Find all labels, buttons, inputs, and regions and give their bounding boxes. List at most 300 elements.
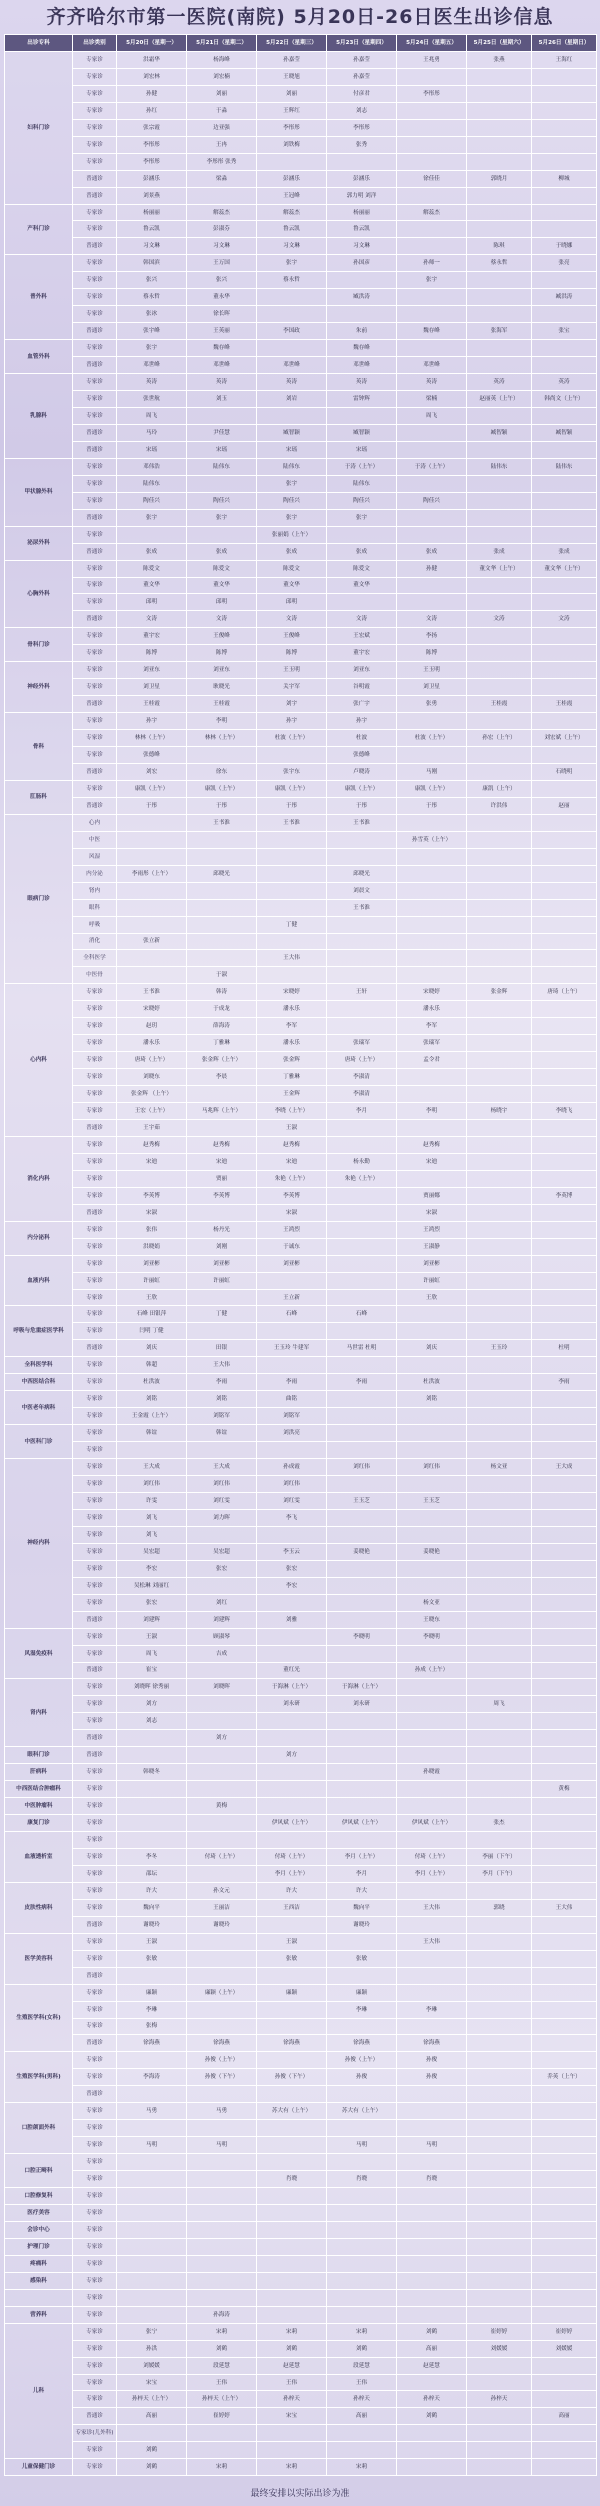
doctor-cell [467, 1052, 532, 1069]
doctor-cell [467, 1933, 532, 1950]
doctor-cell: 张宇 [117, 509, 187, 526]
department-name: 会诊中心 [5, 2221, 73, 2238]
doctor-cell: 彭涵乐 [257, 170, 327, 187]
doctor-cell: 宋莉 [187, 2459, 257, 2476]
department-name: 神经内科 [5, 1459, 73, 1629]
visit-type: 专家诊 [73, 1052, 117, 1069]
doctor-cell [257, 2154, 327, 2171]
schedule-row [5, 1306, 597, 1323]
schedule-row [5, 1509, 597, 1526]
schedule-row [5, 1560, 597, 1577]
doctor-cell [467, 1492, 532, 1509]
doctor-cell [467, 1204, 532, 1221]
doctor-cell [532, 2221, 597, 2238]
doctor-cell [327, 933, 397, 950]
doctor-cell: 王冠峰 [257, 187, 327, 204]
visit-type: 专家诊 [73, 1645, 117, 1662]
visit-type: 专家诊 [73, 1255, 117, 1272]
department-name: 中医科门诊 [5, 1425, 73, 1459]
doctor-cell [532, 1679, 597, 1696]
doctor-cell: 张敏 [257, 1950, 327, 1967]
doctor-cell [467, 2272, 532, 2289]
doctor-cell [467, 441, 532, 458]
doctor-cell: 郭力明 刘洋 [327, 187, 397, 204]
doctor-cell: 李宏 [117, 1560, 187, 1577]
doctor-cell: 邓世峰 [397, 357, 467, 374]
doctor-cell [187, 2120, 257, 2137]
department-name: 肝病科 [5, 1764, 73, 1781]
doctor-cell: 王万国 [187, 255, 257, 272]
doctor-cell: 王宏（上午） [117, 1103, 187, 1120]
doctor-cell: 刘鹤 [397, 2323, 467, 2340]
schedule-row [5, 933, 597, 950]
doctor-cell: 王兆勇 [397, 51, 467, 68]
doctor-cell [187, 1781, 257, 1798]
department-name: 骨科 [5, 713, 73, 781]
doctor-cell [532, 1120, 597, 1137]
doctor-cell [532, 1001, 597, 1018]
visit-type: 专家诊 [73, 1357, 117, 1374]
doctor-cell: 彭淑芬 [187, 221, 257, 238]
doctor-cell: 于彤 [187, 797, 257, 814]
doctor-cell: 王玉芝 [397, 1492, 467, 1509]
doctor-cell [117, 2255, 187, 2272]
visit-type: 专家诊 [73, 1238, 117, 1255]
doctor-cell [467, 2120, 532, 2137]
doctor-cell [532, 577, 597, 594]
doctor-cell [532, 1560, 597, 1577]
doctor-cell [257, 2001, 327, 2018]
doctor-cell: 刘力晖 [187, 1509, 257, 1526]
visit-type: 中医骨 [73, 967, 117, 984]
doctor-cell [397, 933, 467, 950]
doctor-cell: 郭晓月 [467, 170, 532, 187]
doctor-cell: 张瑞军 [327, 1035, 397, 1052]
department-name: 呼吸与危重症医学科 [5, 1306, 73, 1357]
doctor-cell [467, 357, 532, 374]
doctor-cell [467, 2442, 532, 2459]
doctor-cell [187, 1865, 257, 1882]
schedule-row [5, 272, 597, 289]
visit-type: 专家诊 [73, 1272, 117, 1289]
doctor-cell: 陆伟东 [187, 458, 257, 475]
doctor-cell [467, 1967, 532, 1984]
doctor-cell: 李雨 [257, 1374, 327, 1391]
doctor-cell: 韩谊 [117, 1425, 187, 1442]
schedule-row [5, 679, 597, 696]
doctor-cell [532, 950, 597, 967]
doctor-cell [327, 1408, 397, 1425]
doctor-cell: 刘雅 [257, 1611, 327, 1628]
doctor-cell: 宋迪 [257, 1153, 327, 1170]
doctor-cell [467, 1170, 532, 1187]
visit-type: 专家诊 [73, 2272, 117, 2289]
schedule-row [5, 1967, 597, 1984]
visit-type: 专家诊 [73, 2120, 117, 2137]
doctor-cell [257, 747, 327, 764]
doctor-cell [257, 2306, 327, 2323]
doctor-cell [532, 1916, 597, 1933]
schedule-row [5, 2272, 597, 2289]
doctor-cell [467, 340, 532, 357]
doctor-cell: 赵延慧 [397, 2357, 467, 2374]
schedule-row [5, 136, 597, 153]
schedule-row [5, 2442, 597, 2459]
doctor-cell [397, 2238, 467, 2255]
doctor-cell: 康凯（上午） [327, 780, 397, 797]
doctor-cell [187, 2188, 257, 2205]
schedule-row [5, 2306, 597, 2323]
doctor-cell: 孙俊 [397, 2052, 467, 2069]
schedule-row [5, 1933, 597, 1950]
doctor-cell: 于海淋（上午） [257, 1679, 327, 1696]
visit-type: 专家诊 [73, 255, 117, 272]
doctor-cell: 崔宝 [117, 1662, 187, 1679]
doctor-cell [467, 2188, 532, 2205]
doctor-cell: 朱艳（上午） [327, 1170, 397, 1187]
visit-type: 消化 [73, 933, 117, 950]
doctor-cell: 宋莉 [327, 2323, 397, 2340]
visit-type: 专家诊 [73, 1543, 117, 1560]
doctor-cell: 许丽虹 [187, 1272, 257, 1289]
doctor-cell [397, 68, 467, 85]
doctor-cell: 刘晓晖 [187, 1679, 257, 1696]
doctor-cell: 赵玥 [117, 1018, 187, 1035]
doctor-cell [117, 1747, 187, 1764]
visit-type: 专家诊 [73, 1153, 117, 1170]
doctor-cell [532, 340, 597, 357]
doctor-cell [467, 1136, 532, 1153]
doctor-cell: 陈博 [187, 645, 257, 662]
visit-type: 专家诊 [73, 1899, 117, 1916]
doctor-cell: 蔡永哲 [467, 255, 532, 272]
doctor-cell [532, 1357, 597, 1374]
department-name: 皮肤性病科 [5, 1882, 73, 1933]
visit-type: 专家诊 [73, 2306, 117, 2323]
doctor-cell [532, 2086, 597, 2103]
doctor-cell [532, 1577, 597, 1594]
doctor-cell: 刘卫星 [397, 679, 467, 696]
doctor-cell [532, 1289, 597, 1306]
doctor-cell [397, 594, 467, 611]
schedule-row [5, 1187, 597, 1204]
doctor-cell: 王淑 [257, 1120, 327, 1137]
doctor-cell: 马世雷 杜明 [327, 1340, 397, 1357]
doctor-cell: 刘亚彬 [117, 1255, 187, 1272]
doctor-cell: 王伟 [327, 2374, 397, 2391]
doctor-cell: 孙雪英（上午） [397, 831, 467, 848]
doctor-cell: 崔婷婷 [187, 2408, 257, 2425]
doctor-cell: 王英丽 [187, 323, 257, 340]
doctor-cell [187, 950, 257, 967]
doctor-cell: 柳城 [532, 170, 597, 187]
visit-type: 专家诊 [73, 2018, 117, 2035]
visit-type: 普通诊 [73, 2035, 117, 2052]
doctor-cell: 邱明 [187, 594, 257, 611]
doctor-cell: 张金辉（上午） [187, 1052, 257, 1069]
schedule-row [5, 1120, 597, 1137]
visit-type: 专家诊 [73, 1170, 117, 1187]
visit-type: 专家诊 [73, 2188, 117, 2205]
doctor-cell: 刘红 [187, 1594, 257, 1611]
doctor-cell [397, 713, 467, 730]
doctor-cell: 李彤彤 [397, 85, 467, 102]
doctor-cell: 康凯（上午） [397, 780, 467, 797]
schedule-row [5, 475, 597, 492]
doctor-cell [532, 85, 597, 102]
doctor-cell: 王辉红 [257, 102, 327, 119]
doctor-cell [467, 1306, 532, 1323]
doctor-cell [532, 2357, 597, 2374]
doctor-cell [467, 272, 532, 289]
doctor-cell: 杨文亚 [467, 1459, 532, 1476]
doctor-cell [187, 2154, 257, 2171]
doctor-cell [532, 1170, 597, 1187]
department-name: 中医老年病科 [5, 1391, 73, 1425]
doctor-cell: 潘永乐 [257, 1035, 327, 1052]
doctor-cell [532, 102, 597, 119]
doctor-cell [327, 1136, 397, 1153]
col-header-department: 出诊专科 [5, 35, 73, 52]
doctor-cell [532, 204, 597, 221]
doctor-cell [467, 102, 532, 119]
doctor-cell [187, 2001, 257, 2018]
visit-type: 普通诊 [73, 1662, 117, 1679]
schedule-row [5, 2018, 597, 2035]
schedule-row [5, 1425, 597, 1442]
doctor-cell [532, 1662, 597, 1679]
doctor-cell: 张兴 [117, 272, 187, 289]
schedule-row [5, 2323, 597, 2340]
doctor-cell: 马刚 [397, 763, 467, 780]
department-name: 骨科门诊 [5, 628, 73, 662]
schedule-row [5, 492, 597, 509]
doctor-cell: 陈博 [257, 645, 327, 662]
doctor-cell [467, 1357, 532, 1374]
visit-type: 专家诊 [73, 306, 117, 323]
doctor-cell: 曲铭 [257, 1391, 327, 1408]
doctor-cell [467, 1153, 532, 1170]
doctor-cell [532, 1543, 597, 1560]
doctor-cell [257, 831, 327, 848]
doctor-cell: 刘宏斌（上午） [532, 730, 597, 747]
doctor-cell [467, 1594, 532, 1611]
doctor-cell [257, 2425, 327, 2442]
doctor-cell [532, 1611, 597, 1628]
doctor-cell: 李英博 [187, 1187, 257, 1204]
schedule-row [5, 187, 597, 204]
schedule-row [5, 1459, 597, 1476]
doctor-cell: 梁楠 [397, 391, 467, 408]
doctor-cell [532, 492, 597, 509]
doctor-cell [397, 577, 467, 594]
doctor-cell [532, 1730, 597, 1747]
doctor-cell: 于彤 [117, 797, 187, 814]
doctor-cell: 王伟 [187, 2374, 257, 2391]
doctor-cell [117, 848, 187, 865]
doctor-cell: 张成 [187, 543, 257, 560]
doctor-cell [187, 1815, 257, 1832]
doctor-cell: 张秀 [327, 136, 397, 153]
doctor-cell: 孙宏（上午） [467, 730, 532, 747]
doctor-cell [257, 1272, 327, 1289]
doctor-cell [532, 1815, 597, 1832]
doctor-cell: 陈爱文 [327, 560, 397, 577]
doctor-cell [467, 1543, 532, 1560]
doctor-cell [257, 2120, 327, 2137]
schedule-row [5, 1865, 597, 1882]
doctor-cell: 李彤彤 张秀 [187, 153, 257, 170]
doctor-cell [532, 899, 597, 916]
schedule-row [5, 68, 597, 85]
doctor-cell: 张宇 [187, 509, 257, 526]
doctor-cell: 张宏 [187, 1560, 257, 1577]
doctor-cell [532, 1153, 597, 1170]
doctor-cell: 习文琳 [187, 238, 257, 255]
doctor-cell: 廉颖 [327, 1984, 397, 2001]
doctor-cell [397, 441, 467, 458]
visit-type: 专家诊 [73, 1764, 117, 1781]
doctor-cell: 陈博 [117, 645, 187, 662]
visit-type: 全科医学 [73, 950, 117, 967]
doctor-cell [397, 899, 467, 916]
doctor-cell [467, 1391, 532, 1408]
visit-type: 普通诊 [73, 509, 117, 526]
doctor-cell [327, 2221, 397, 2238]
visit-type: 普通诊 [73, 763, 117, 780]
doctor-cell: 邓世峰 [257, 357, 327, 374]
visit-type: 专家诊 [73, 1018, 117, 1035]
doctor-cell [327, 848, 397, 865]
schedule-row [5, 1645, 597, 1662]
doctor-cell [532, 713, 597, 730]
schedule-row [5, 2221, 597, 2238]
doctor-cell [117, 2120, 187, 2137]
schedule-row [5, 2086, 597, 2103]
doctor-cell [532, 1798, 597, 1815]
doctor-cell [257, 1798, 327, 1815]
doctor-cell [327, 1730, 397, 1747]
doctor-cell [397, 1730, 467, 1747]
doctor-cell [117, 1781, 187, 1798]
doctor-cell: 刘红伟 [327, 1459, 397, 1476]
schedule-row [5, 289, 597, 306]
doctor-cell: 王金辉 [257, 1086, 327, 1103]
doctor-cell: 肖晓 [397, 2171, 467, 2188]
doctor-cell [397, 1357, 467, 1374]
doctor-cell: 王海红 [532, 51, 597, 68]
doctor-cell [327, 1526, 397, 1543]
schedule-row [5, 780, 597, 797]
doctor-cell [467, 1272, 532, 1289]
department-name: 全科医学科 [5, 1357, 73, 1374]
doctor-cell: 王晓旭 [257, 68, 327, 85]
doctor-cell [532, 153, 597, 170]
doctor-cell: 李冬 [117, 1848, 187, 1865]
visit-type: 专家诊 [73, 1001, 117, 1018]
doctor-cell: 张敏 [327, 1950, 397, 1967]
doctor-cell [467, 136, 532, 153]
doctor-cell: 张成 [397, 543, 467, 560]
doctor-cell: 康凯（上午） [467, 780, 532, 797]
visit-type: 专家诊 [73, 662, 117, 679]
doctor-cell: 乔英（上午） [532, 2069, 597, 2086]
doctor-cell [532, 136, 597, 153]
doctor-cell [257, 882, 327, 899]
visit-type: 专家诊 [73, 1035, 117, 1052]
doctor-cell [327, 1391, 397, 1408]
doctor-cell: 吴宏超 [187, 1543, 257, 1560]
doctor-cell [532, 1967, 597, 1984]
doctor-cell: 唐琦（上午） [117, 1052, 187, 1069]
doctor-cell: 关宇军 [257, 679, 327, 696]
doctor-cell: 唐琦（上午） [532, 984, 597, 1001]
doctor-cell: 刘铭 [397, 1391, 467, 1408]
doctor-cell: 谢晓玲 [327, 1916, 397, 1933]
doctor-cell: 英涛 [327, 374, 397, 391]
doctor-cell [257, 1357, 327, 1374]
doctor-cell: 付琦（上午） [397, 1848, 467, 1865]
visit-type: 专家诊 [73, 2221, 117, 2238]
visit-type: 专家诊 [73, 1289, 117, 1306]
doctor-cell [327, 1120, 397, 1137]
doctor-cell: 李晓（上午） [257, 1103, 327, 1120]
doctor-cell: 刘飞 [117, 1509, 187, 1526]
doctor-cell [327, 153, 397, 170]
doctor-cell [532, 628, 597, 645]
schedule-row [5, 1001, 597, 1018]
doctor-cell: 王金霞（上午） [117, 1408, 187, 1425]
doctor-cell: 付琦（上午） [257, 1848, 327, 1865]
visit-type: 专家诊 [73, 1374, 117, 1391]
schedule-row [5, 2001, 597, 2018]
doctor-cell [467, 407, 532, 424]
doctor-cell: 张成 [257, 543, 327, 560]
doctor-cell [397, 1882, 467, 1899]
doctor-cell [467, 289, 532, 306]
doctor-cell: 付彦君 [327, 85, 397, 102]
doctor-cell [532, 1747, 597, 1764]
footer-note: 最终安排以实际出诊为准 [250, 2489, 350, 2499]
doctor-cell: 朱前 [327, 323, 397, 340]
doctor-cell: 张丽娟（上午） [257, 526, 327, 543]
visit-type: 专家诊 [73, 1526, 117, 1543]
visit-type: 专家诊 [73, 1086, 117, 1103]
doctor-cell: 张宇 [257, 509, 327, 526]
doctor-cell: 石峰 [327, 1306, 397, 1323]
doctor-cell: 魏向平 [117, 1899, 187, 1916]
schedule-row [5, 1238, 597, 1255]
doctor-cell: 李月 [327, 1103, 397, 1120]
doctor-cell [532, 1306, 597, 1323]
schedule-row [5, 1984, 597, 2001]
doctor-cell [467, 1798, 532, 1815]
header-row [5, 35, 597, 52]
visit-type: 专家诊 [73, 2103, 117, 2120]
doctor-cell: 马明 [327, 2137, 397, 2154]
visit-type: 专家诊 [73, 1221, 117, 1238]
doctor-cell: 杜洪波 [117, 1374, 187, 1391]
doctor-cell: 英涛 [187, 374, 257, 391]
doctor-cell [397, 1069, 467, 1086]
doctor-cell [327, 1442, 397, 1459]
doctor-cell: 王丽洁 [187, 1899, 257, 1916]
doctor-cell [397, 2306, 467, 2323]
doctor-cell [257, 1916, 327, 1933]
doctor-cell: 张金辉 [257, 1052, 327, 1069]
doctor-cell [327, 2205, 397, 2222]
doctor-cell: 宋瑶 [117, 441, 187, 458]
